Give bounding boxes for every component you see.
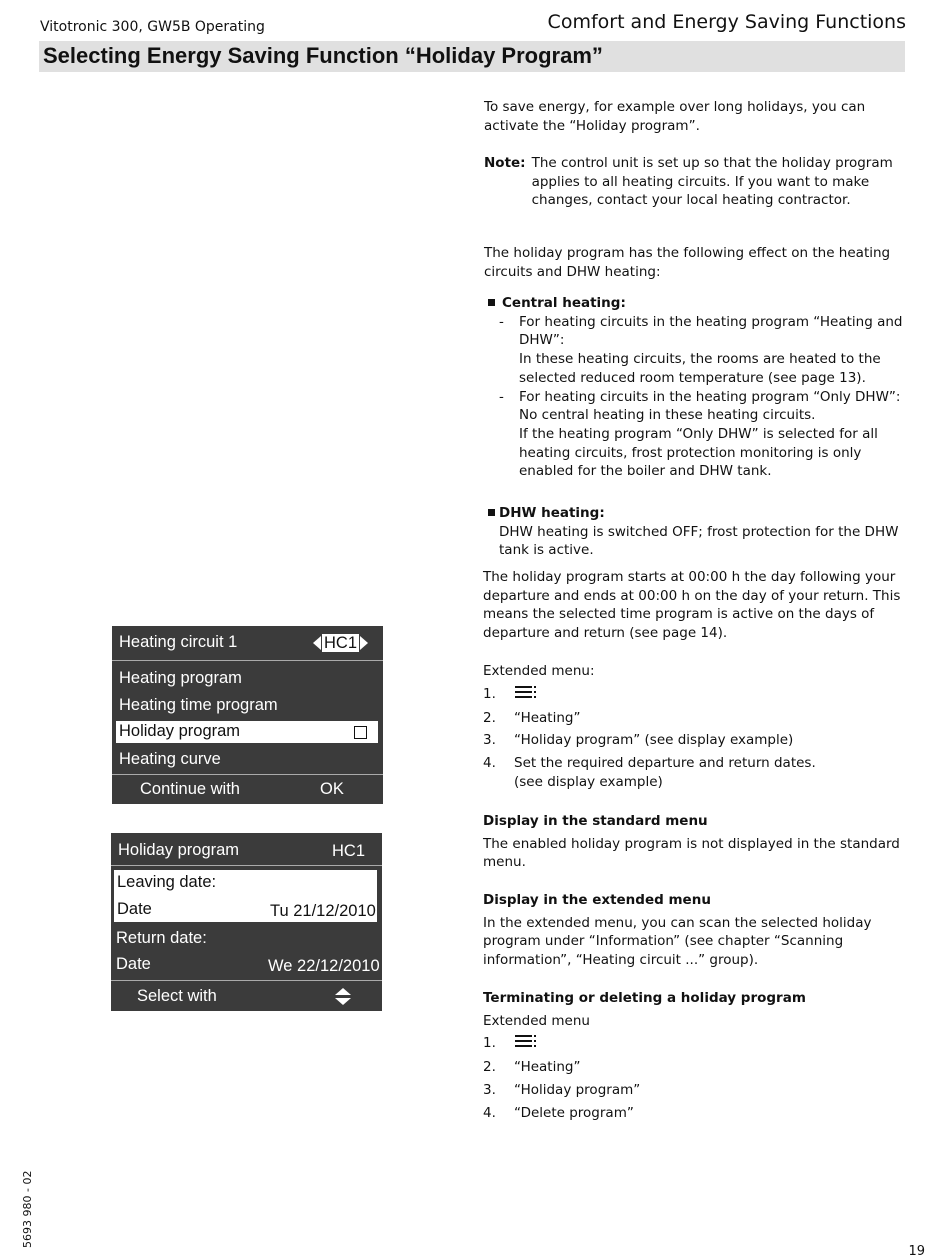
central-item1-a: For heating circuits in the heating program “Heating and DHW”:	[519, 313, 903, 349]
delete-heading: Terminating or deleting a holiday program	[483, 990, 806, 1006]
menu-icon	[514, 685, 538, 699]
delete-step-2: 2. “Heating”	[483, 1059, 581, 1076]
std-menu-text: The enabled holiday program is not displayed in the standard menu.	[483, 835, 900, 871]
ext-menu-heading: Display in the extended menu	[483, 892, 711, 908]
ext-menu-text: In the extended menu, you can scan the selected holiday program under “Information” (see chapter “Scanning information”, “Heating circuit ...” group).	[483, 914, 872, 969]
menu-icon	[514, 1034, 538, 1048]
delete-section	[483, 989, 908, 1123]
bullet-icon	[488, 299, 495, 306]
schedule-text: The holiday program starts at 00:00 h the day following your departure and ends at 00:00 h on the day of your return. This means the selected time program is active on the days of departure and return (see page 14).	[483, 569, 901, 642]
extended-menu-steps	[483, 662, 908, 792]
up-down-arrows-icon	[334, 988, 352, 1005]
bullet-icon	[488, 509, 495, 516]
display1-title: Heating circuit 1	[119, 633, 238, 651]
document-code: 5693 980 - 02	[21, 1170, 34, 1248]
arrow-right-icon	[360, 636, 368, 650]
schedule-paragraph	[483, 568, 908, 643]
display2-title: Holiday program	[118, 841, 240, 859]
intro-paragraph	[484, 98, 909, 135]
central-item2-c: If the heating program “Only DHW” is selected for all heating circuits, frost protection monitoring is only enabled for the boiler and DHW tank.	[519, 425, 878, 480]
display2-hc: HC1	[332, 842, 366, 860]
footer-continue: Continue with	[140, 780, 240, 798]
delete-step-4: 4. “Delete program”	[483, 1104, 634, 1121]
central-heading: Central heating:	[502, 295, 626, 311]
dhw-section	[488, 504, 910, 560]
dash: -	[499, 313, 504, 330]
dash: -	[499, 388, 504, 405]
std-menu-heading: Display in the standard menu	[483, 813, 708, 829]
section-title: Selecting Energy Saving Function “Holiday Program”	[39, 41, 905, 72]
delete-step-1: 1.	[483, 1034, 908, 1054]
effect-intro-text: The holiday program has the following effect on the heating circuits and DHW heating:	[484, 245, 891, 280]
note-block	[484, 154, 909, 210]
step-3: 3. “Holiday program” (see display example)	[483, 732, 794, 749]
footer-ok: OK	[320, 780, 344, 798]
return-label: Return date:	[116, 929, 207, 947]
step-4-note: (see display example)	[514, 773, 663, 790]
effect-intro	[484, 244, 909, 281]
step-2: 2. “Heating”	[483, 709, 581, 726]
step-1: 1.	[483, 685, 908, 705]
divider	[111, 865, 382, 866]
leaving-date-panel	[113, 869, 378, 923]
central-item1-b: In these heating circuits, the rooms are heated to the selected reduced room temperature (see page 13).	[519, 351, 881, 386]
central-heating-section	[488, 294, 910, 481]
menu-item-heating-program: Heating program	[119, 669, 242, 687]
divider	[112, 660, 383, 661]
step-4: 4. Set the required departure and return dates.	[483, 755, 816, 772]
dhw-text: DHW heating is switched OFF; frost protection for the DHW tank is active.	[499, 523, 899, 559]
menu-item-heating-time-program: Heating time program	[119, 696, 278, 714]
delete-step-3: 3. “Holiday program”	[483, 1082, 641, 1099]
extended-menu-section	[483, 891, 908, 970]
note-text: The control unit is set up so that the holiday program applies to all heating circuits. If you want to make changes, contact your local heating contractor.	[531, 155, 893, 209]
dhw-heading: DHW heating:	[499, 505, 605, 521]
standard-menu-section	[483, 812, 908, 872]
note-label: Note:	[484, 155, 526, 171]
intro-text: To save energy, for example over long holidays, you can activate the “Holiday program”.	[484, 99, 866, 134]
central-item2-a: For heating circuits in the heating program “Only DHW”:	[519, 388, 901, 405]
leaving-date-value: Tu 21/12/2010	[270, 902, 376, 920]
checkbox-icon	[354, 726, 367, 739]
chapter-title: Comfort and Energy Saving Functions	[547, 11, 906, 33]
leaving-date-label: Date	[117, 900, 152, 918]
left-right-arrow-icon	[424, 634, 425, 635]
footer-select: Select with	[137, 987, 217, 1005]
divider	[112, 774, 383, 775]
hc-selector	[313, 634, 379, 652]
display-example-heating-circuit	[112, 626, 383, 804]
document-title-left: Vitotronic 300, GW5B Operating	[40, 19, 265, 35]
central-item2-b: No central heating in these heating circuits.	[519, 407, 816, 424]
ext-menu-label: Extended menu:	[483, 663, 595, 679]
return-date-label: Date	[116, 955, 151, 973]
menu-item-holiday-program: Holiday program	[116, 721, 378, 743]
display-example-holiday-program	[111, 833, 382, 1011]
hc-value: HC1	[324, 634, 358, 652]
arrow-left-icon	[313, 636, 321, 650]
divider	[111, 980, 382, 981]
delete-menu-label: Extended menu	[483, 1012, 590, 1029]
menu-item-heating-curve: Heating curve	[119, 750, 221, 768]
return-date-value: We 22/12/2010	[268, 957, 380, 975]
leaving-label: Leaving date:	[117, 873, 217, 891]
page-number: 19	[908, 1244, 925, 1259]
